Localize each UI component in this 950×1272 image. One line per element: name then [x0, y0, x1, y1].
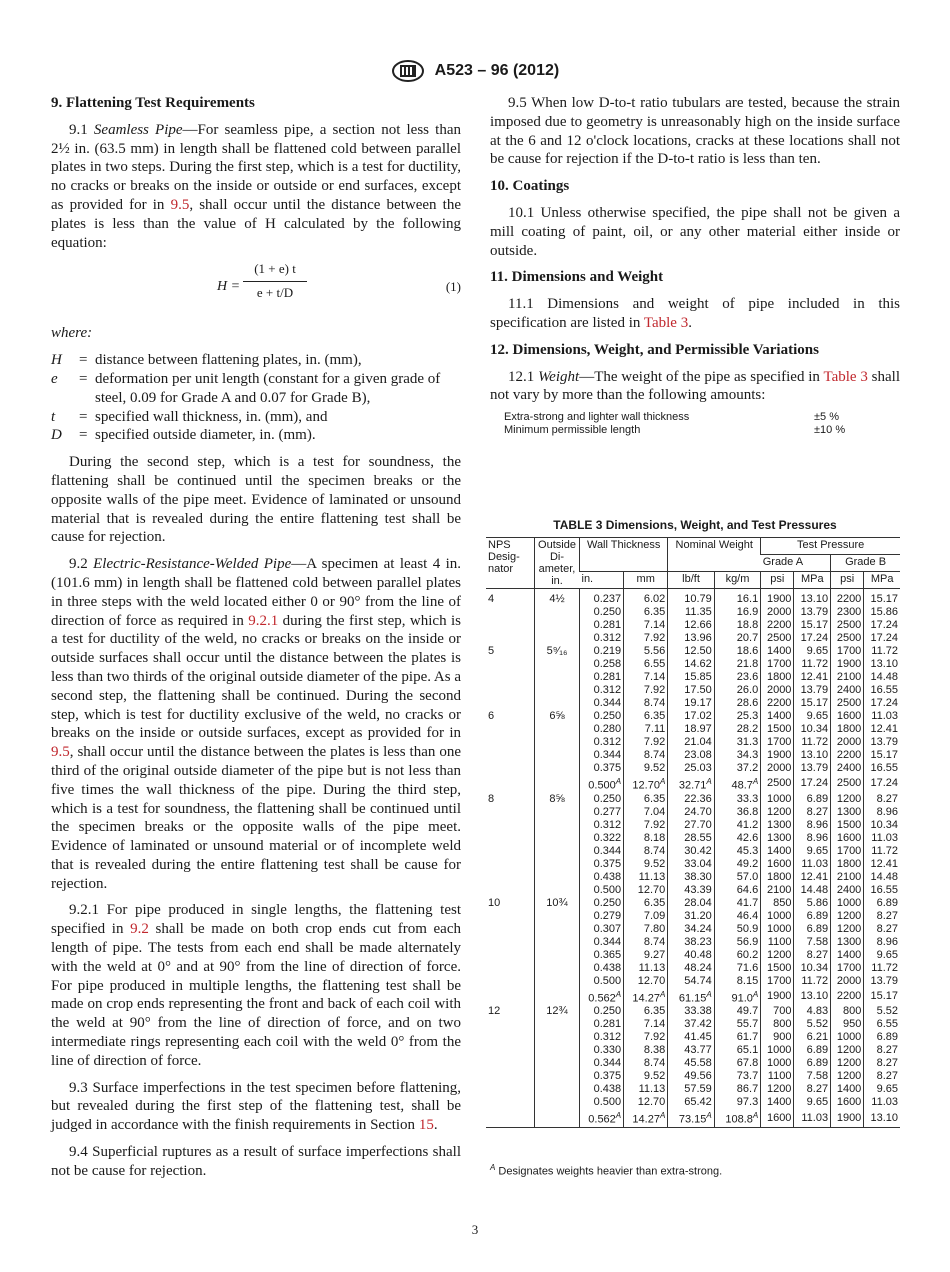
section-10-heading: 10. Coatings	[490, 178, 570, 195]
para-9-4: 9.4 Superficial ruptures as a result of surface imperfections shall not be cause for rejection.	[51, 1144, 461, 1179]
table-row: 0.344 8.74 19.17 28.6 2200 15.17 2500 17.24	[486, 697, 900, 710]
table-row: 0.280 7.11 18.97 28.2 1500 10.34 1800 12.41	[486, 723, 900, 736]
table-row: 10 10¾ 0.250 6.35 28.04 41.7 850 5.86 1000 6.89	[488, 896, 898, 909]
table-row: 0.250 6.35 11.35 16.9 2000 13.79 2300 15.86	[486, 606, 900, 619]
unit-lbft: lb/ft	[668, 572, 714, 589]
table-row: 0.281 7.14 15.85 23.6 1800 12.41 2100 14.48	[486, 671, 900, 684]
link-9-5[interactable]: 9.5	[51, 744, 70, 761]
para-9-3: 9.3 Surface imperfections in the test specimen before flattening, but revealed during the first step of the flattening test, shall be judged in accordance with the finish requirements in Section 15.	[51, 1079, 461, 1134]
table-row: 6 6⅝ 0.250 6.35 17.02 25.3 1400 9.65 1600 11.03	[488, 710, 898, 722]
def-row: D = specified outside diameter, in. (mm).	[51, 427, 316, 444]
para-11-1: 11.1 Dimensions and weight of pipe included in this specification are listed in Table 3.	[490, 296, 900, 331]
table-row: 0.438 11.13 38.30 57.0 1800 12.41 2100 14.48	[486, 871, 900, 884]
table-row: 0.307 7.80 34.24 50.9 1000 6.89 1200 8.27	[486, 923, 900, 936]
table-row: 0.344 8.74 30.42 45.3 1400 9.65 1700 11.72	[486, 845, 900, 858]
para-12-1: 12.1 Weight—The weight of the pipe as specified in Table 3 shall not vary by more than the following amounts:	[490, 368, 900, 404]
table-row: 0.277 7.04 24.70 36.8 1200 8.27 1300 8.96	[486, 806, 900, 819]
table-body	[486, 589, 900, 1128]
para-9-2-1: 9.2.1 For pipe produced in single lengths, the flattening test specified in 9.2 shall be made on both crop ends cut from each length of pipe. The tests from each end shall be made alternately with the weld at 0° and at 90° from the line of direction of force. For pipe produced in multiple lengths, the flattening test shall be made on crop ends representing the front and back of each coil with the weld at 90° from the line of direction of force, and on two intermediate rings representing each coil with the weld 0° from the line of direction of force.	[51, 902, 461, 1069]
section-11-heading: 11. Dimensions and Weight	[490, 269, 664, 286]
left-column	[51, 94, 461, 1189]
col-nps: NPS Desig- nator	[486, 538, 535, 589]
eq-fraction	[243, 260, 307, 303]
table-row: 0.330 8.38 43.77 65.1 1000 6.89 1200 8.27	[486, 1044, 900, 1057]
astm-logo-icon	[391, 60, 425, 82]
def-row: H = distance between flattening plates, in. (mm),	[51, 352, 362, 369]
eq-lhs: H =	[217, 279, 241, 295]
unit-mpa: MPa	[794, 572, 831, 589]
col-wall: Wall Thickness	[580, 538, 668, 572]
table-row: 0.344 8.74 38.23 56.9 1100 7.58 1300 8.96	[486, 936, 900, 949]
table-footnote: $^A$ Designates weights heavier than extra-strong.	[490, 1163, 723, 1178]
table-row: 0.312 7.92 13.96 20.7 2500 17.24 2500 17.24	[486, 632, 900, 645]
unit-mpa: MPa	[864, 572, 900, 589]
table-row: $0.562^A$ $14.27^A$ $61.15^A$ $91.0^A$ 1900 13.10 2200 15.17	[486, 988, 900, 1006]
table-row: 4 4½ 0.237 6.02 10.79 16.1 1900 13.10 2200 15.17	[486, 589, 900, 607]
table-row: 0.438 11.13 57.59 86.7 1200 8.27 1400 9.65	[486, 1083, 900, 1096]
table-row: 0.365 9.27 40.48 60.2 1200 8.27 1400 9.65	[486, 949, 900, 962]
para-9-2: 9.2 Electric-Resistance-Welded Pipe—A specimen at least 4 in. (101.6 mm) in length shall be flattened cold between parallel plates in three steps with the weld located either 0 or 90° from the line of direction of force as required in 9.2.1 during the first step, which is a test for ductility of the weld, no cracks or breaks on the inside or outside surfaces shall occur until the distance between the plates is less than two thirds of the original outside diameter of the pipe. As a second step, the flattening shall be continued. During the second step, which is test for ductility exclusive of the weld, no cracks or breaks on the inside or outside surfaces, except as provided for in 9.5, shall occur until the distance between the plates is less than one third of the original outside diameter of the pipe but is not less than five times the wall thickness of the pipe. During the third step, which is a test for soundness, the flattening shall be continued until the specimen breaks or the opposite walls of the pipe meet. Evidence of laminated or unsound material or of incomplete weld that is revealed during the entire flattening test shall be cause for rejection.	[51, 556, 462, 892]
table-row: 0.281 7.14 12.66 18.8 2200 15.17 2500 17.24	[486, 619, 900, 632]
table-row: 0.375 9.52 33.04 49.2 1600 11.03 1800 12.41	[486, 858, 900, 871]
link-9-2[interactable]: 9.2	[130, 921, 149, 938]
page-number: 3	[471, 1222, 479, 1237]
table-row: 0.281 7.14 37.42 55.7 800 5.52 950 6.55	[486, 1018, 900, 1031]
section-12-heading: 12. Dimensions, Weight, and Permissible Variations	[490, 341, 819, 358]
table-row: 0.500 12.70 54.74 8.15 1700 11.72 2000 13.79	[486, 975, 900, 988]
table-row: 0.312 7.92 17.50 26.0 2000 13.79 2400 16.55	[486, 684, 900, 697]
equation-1	[51, 260, 461, 318]
table-row: 0.500 12.70 65.42 97.3 1400 9.65 1600 11.03	[486, 1096, 900, 1109]
col-grade-b: Grade B	[831, 555, 900, 572]
unit-in: in.	[580, 572, 624, 589]
table-row: 12 12¾ 0.250 6.35 33.38 49.7 700 4.83 800 5.52	[488, 1005, 898, 1018]
table-row: 0.312 7.92 21.04 31.3 1700 11.72 2000 13.79	[486, 736, 900, 749]
table-row: 0.438 11.13 48.24 71.6 1500 10.34 1700 11.72	[486, 962, 900, 975]
eq-denominator: e + t/D	[256, 285, 294, 301]
table-row: 0.279 7.09 31.20 46.4 1000 6.89 1200 8.27	[486, 910, 900, 923]
table-3-title: TABLE 3 Dimensions, Weight, and Test Pressures	[553, 518, 837, 532]
link-table-3[interactable]: Table 3	[643, 314, 689, 331]
table-row: 0.344 8.74 23.08 34.3 1900 13.10 2200 15.17	[486, 749, 900, 762]
section-9-heading: 9. Flattening Test Requirements	[51, 95, 255, 111]
table-3	[486, 537, 900, 1128]
col-grade-a: Grade A	[761, 555, 831, 572]
para-second-step: During the second step, which is a test for soundness, the flattening shall be continued until the specimen breaks or the opposite walls of the pipe meet. Evidence of laminated or unsound material that is revealed during the entire flattening test shall be cause for rejection.	[51, 454, 461, 546]
table-row: 0.375 9.52 25.03 37.2 2000 13.79 2400 16.55	[486, 762, 900, 775]
table-row: 0.375 9.52 49.56 73.7 1100 7.58 1200 8.27	[486, 1070, 900, 1083]
unit-psi: psi	[761, 572, 794, 589]
link-table-3[interactable]: Table 3	[823, 368, 868, 385]
table-row: $0.500^A$ $12.70^A$ $32.71^A$ $48.7^A$ 2500 17.24 2500 17.24	[486, 775, 900, 793]
table-row: 0.312 7.92 27.70 41.2 1300 8.96 1500 10.34	[486, 819, 900, 832]
table-row: 0.322 8.18 28.55 42.6 1300 8.96 1600 11.03	[486, 832, 900, 845]
para-9-5: 9.5 When low D-to-t ratio tubulars are tested, because the strain imposed due to geometry is unreasonably high on the inside surface at the 6 and 12 o'clock locations, cracks at these locations shall not be cause for rejection if the D-to-t ratio is less than ten.	[490, 95, 900, 168]
col-test-pressure: Test Pressure	[761, 538, 900, 555]
right-column	[490, 94, 900, 437]
link-9-5[interactable]: 9.5	[170, 196, 190, 213]
doc-title: A523 – 96 (2012)	[434, 62, 560, 80]
col-weight: Nominal Weight	[668, 538, 761, 572]
page-header	[0, 60, 950, 82]
def-row: t = specified wall thickness, in. (mm), and	[51, 408, 328, 425]
table-row: 0.312 7.92 41.45 61.7 900 6.21 1000 6.89	[486, 1031, 900, 1044]
link-9-2-1[interactable]: 9.2.1	[248, 612, 279, 629]
tolerance-row: Minimum permissible length ±10 %	[504, 424, 846, 437]
tolerance-list	[504, 411, 900, 437]
unit-kgm: kg/m	[714, 572, 760, 589]
table-row: 8 8⅝ 0.250 6.35 22.36 33.3 1000 6.89 1200 8.27	[488, 792, 898, 805]
para-10-1: 10.1 Unless otherwise specified, the pipe shall not be given a mill coating of paint, oil, or any other material either inside or outside.	[490, 204, 900, 259]
table-row: 0.500 12.70 43.39 64.6 2100 14.48 2400 16.55	[486, 884, 900, 897]
table-row: 5 5⁹⁄₁₆ 0.219 5.56 12.50 18.6 1400 9.65 1700 11.72	[488, 645, 898, 657]
link-section-15[interactable]: 15	[418, 1117, 434, 1134]
tolerance-row: Extra-strong and lighter wall thickness ±5 %	[504, 411, 839, 424]
col-od: Outside Di- ameter, in.	[535, 538, 580, 589]
unit-mm: mm	[624, 572, 668, 589]
table-row: 0.344 8.74 45.58 67.8 1000 6.89 1200 8.27	[486, 1057, 900, 1070]
eq-numerator: (1 + e) t	[243, 260, 307, 282]
table-row: 0.258 6.55 14.62 21.8 1700 11.72 1900 13.10	[486, 658, 900, 671]
unit-psi: psi	[831, 572, 864, 589]
eq-label: (1)	[445, 279, 461, 295]
definitions-list	[51, 351, 461, 445]
def-row: e = deformation per unit length (constant for a given grade of steel, 0.09 for Grade A and 0.07 for Grade B),	[51, 370, 441, 406]
para-9-1: 9.1 Seamless Pipe—For seamless pipe, a section not less than 2½ in. (63.5 mm) in length shall be flattened cold between parallel plates in two steps. During the first step, which is a test for ductility, no cracks or breaks on the inside or outside or end surfaces, except as provided for in 9.5, shall occur until the distance between the plates is less than the value of H calculated by the following equation:	[51, 121, 461, 251]
where-label: where:	[51, 325, 93, 342]
table-row: $0.562^A$ $14.27^A$ $73.15^A$ $108.8^A$ 1600 11.03 1900 13.10	[486, 1109, 900, 1127]
